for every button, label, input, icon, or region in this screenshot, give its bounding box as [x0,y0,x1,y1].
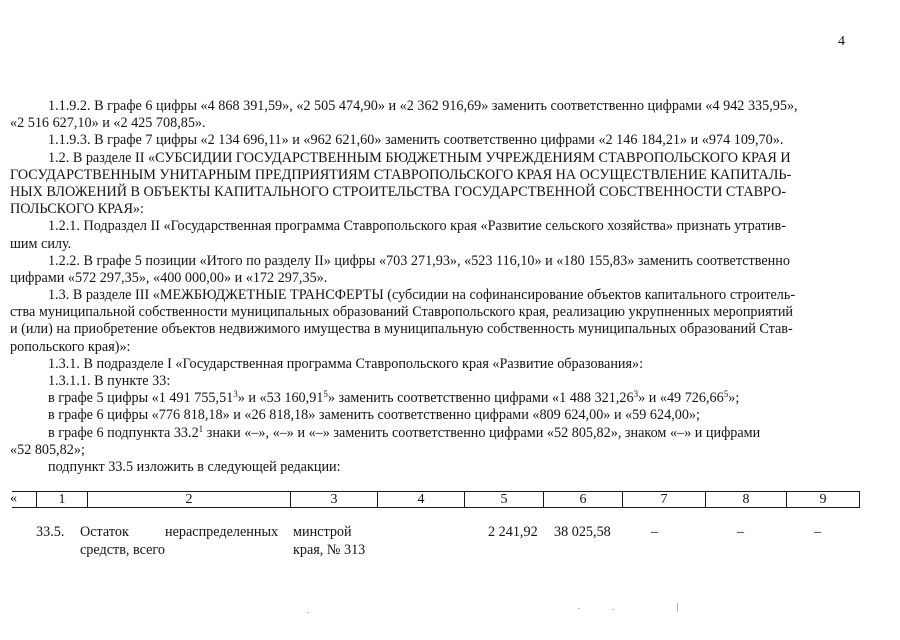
header-empty-cell [12,492,37,508]
row-number: 33.5. [36,524,65,540]
paragraph-5-line-1: 1.2.2. В графе 5 позиции «Итого по разделу II» цифры «703 271,93», «523 116,10» и «180 155,83» заменить соответственно [48,252,790,269]
header-cell: 1 [37,492,88,508]
row-col3-line-1: минстрой [293,524,352,540]
paragraph-2-line-1: 1.1.9.3. В графе 7 цифры «2 134 696,11» и «962 621,60» заменить соответственно цифрами «2 146 184,21» и «974 109,70». [48,132,784,149]
page-number: 4 [838,34,845,49]
paragraph-4-line-2: шим силу. [10,235,72,252]
paragraph-1-line-1: 1.1.9.2. В графе 6 цифры «4 868 391,59», «2 505 474,90» и «2 362 916,69» заменить соответственно цифрами «4 942 335,95», [48,98,798,114]
row-name-word-1: Остаток [80,524,129,540]
row-name-line-2: средств, всего [80,541,165,558]
paragraph-3-line-4: ПОЛЬСКОГО КРАЯ»: [10,201,144,218]
paragraph-4-line-1: 1.2.1. Подраздел II «Государственная программа Ставропольского края «Развитие сельского хозяйства» признать утратив- [48,218,786,235]
paragraph-6-line-1: 1.3. В разделе III «МЕЖБЮДЖЕТНЫЕ ТРАНСФЕРТЫ (субсидии на софинансирование объектов капитального строитель- [48,287,796,304]
subpoint-33-5-line: подпункт 33.5 изложить в следующей редакции: [48,458,341,475]
paragraph-3-line-1: 1.2. В разделе II «СУБСИДИИ ГОСУДАРСТВЕННЫМ БЮДЖЕТНЫМ УЧРЕЖДЕНИЯМ СТАВРОПОЛЬСКОГО КРАЯ И [48,149,791,166]
graph5-replacement-line: в графе 5 цифры «1 491 755,51$^3$» и «53 160,91$^5$» заменить соответственно цифрами «1 488 321,26$^3$» и «49 726,66$^5$»; [48,389,740,407]
paragraph-8-line-1: 1.3.1.1. В пункте 33: [48,373,171,389]
paragraph-3-line-3: НЫХ ВЛОЖЕНИЙ В ОБЪЕКТЫ КАПИТАЛЬНОГО СТРОИТЕЛЬСТВА ГОСУДАРСТВЕННОЙ СОБСТВЕННОСТИ СТАВРО- [10,183,787,200]
row-col9-value: – [814,524,822,540]
header-cell: 8 [706,492,787,508]
table-header-row [12,492,860,508]
graph6-replacement-line: в графе 6 цифры «776 818,18» и «26 818,18» заменить соответственно цифрами «809 624,00» и «59 624,00»; [48,407,700,424]
scan-speck [677,603,678,612]
document-body [10,98,842,476]
scan-speck [578,608,580,609]
row-name-word-2: нераспределенных [165,524,279,540]
scan-speck [307,612,309,613]
column-number-header-table [12,491,860,508]
row-col5-value: 2 241,92 [488,524,538,540]
paragraph-3-line-2: ГОСУДАРСТВЕННЫМ УНИТАРНЫМ ПРЕДПРИЯТИЯМ СТАВРОПОЛЬСКОГО КРАЯ НА ОСУЩЕСТВЛЕНИЕ КАПИТАЛЬ- [10,166,792,183]
paragraph-7-line-1: 1.3.1. В подразделе I «Государственная программа Ставропольского края «Развитие образования»: [48,355,644,372]
row-col8-value: – [737,524,745,540]
row-col3-line-2: края, № 313 [293,541,366,558]
paragraph-6-line-4: ропольского края)»: [10,338,131,355]
row-col7-value: – [651,524,659,540]
header-cell: 5 [465,492,544,508]
header-cell: 9 [787,492,860,508]
scan-speck [612,609,614,610]
paragraph-1-line-2: «2 516 627,10» и «2 425 708,85». [10,115,206,132]
table-row-33-5 [0,524,900,564]
paragraph-6-line-2: ства муниципальной собственности муниципальных образований Ставропольского края, реализацию укрупненных мероприятий [10,304,794,321]
header-cell: 7 [623,492,706,508]
paragraph-6-line-3: и (или) на приобретение объектов недвижимого имущества в муниципальную собственность муниципальных образований Став- [10,321,793,338]
header-cell: 3 [291,492,378,508]
graph6-subpoint-line-2: «52 805,82»; [10,441,85,458]
table-open-quote: « [10,491,17,506]
row-col6-value: 38 025,58 [554,524,611,540]
header-cell: 2 [88,492,291,508]
paragraph-5-line-2: цифрами «572 297,35», «400 000,00» и «172 297,35». [10,269,328,286]
header-cell: 6 [544,492,623,508]
header-cell: 4 [378,492,465,508]
graph6-subpoint-line-1: в графе 6 подпункта 33.2$^1$ знаки «–», «–» и «–» заменить соответственно цифрами «52 805,82», знаком «–» и цифрами [48,423,761,441]
